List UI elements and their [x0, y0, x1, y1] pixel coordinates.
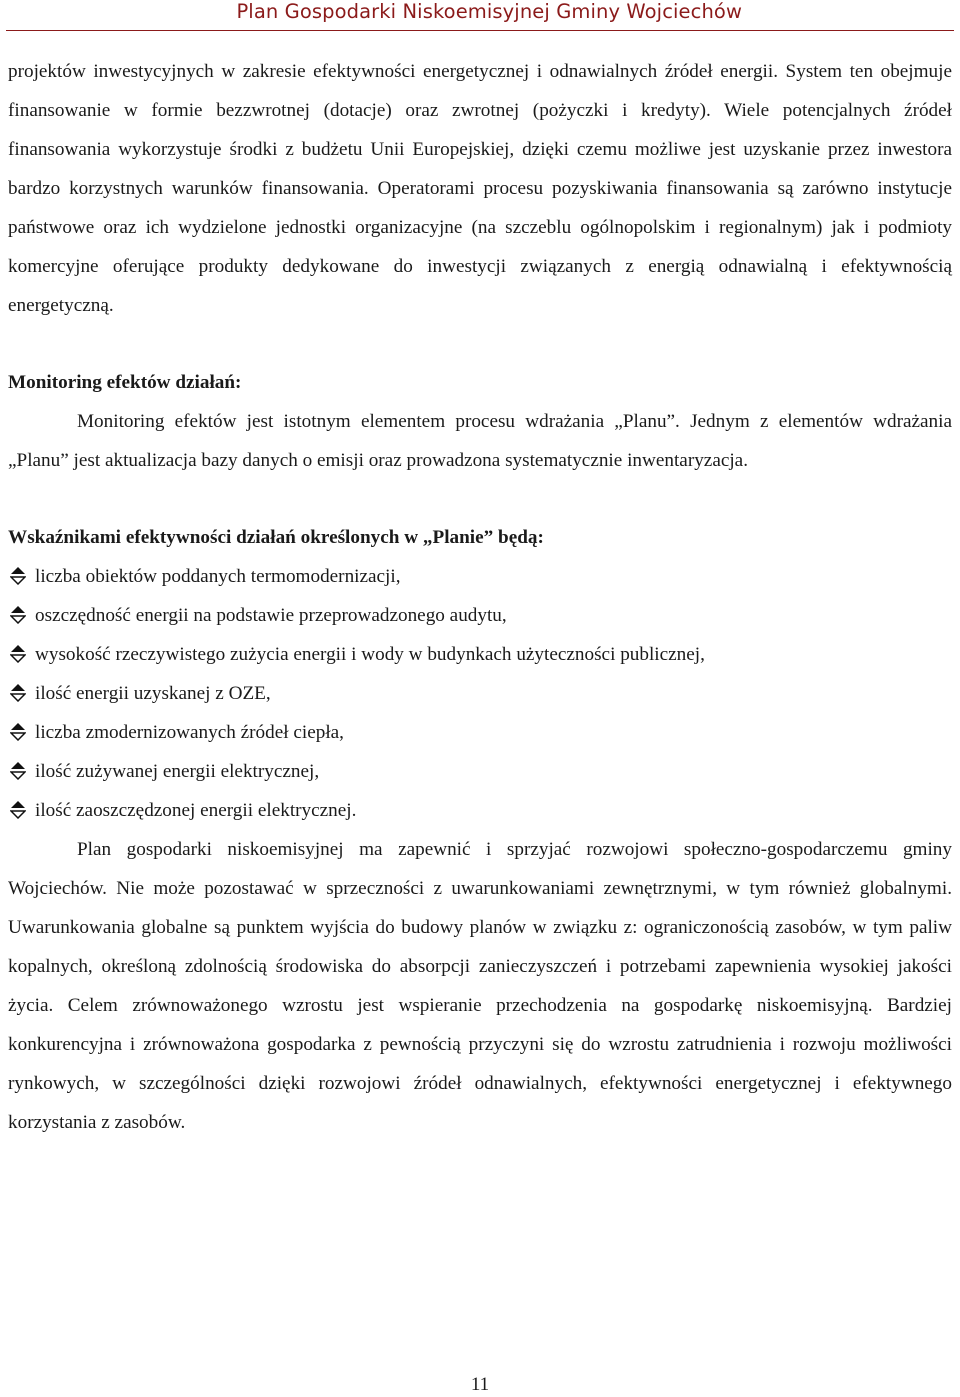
- list-item: [8, 791, 952, 830]
- indicator-text: liczba obiektów poddanych termomodernizacji,: [35, 566, 401, 587]
- up-down-arrow-bullet-icon: [10, 684, 26, 702]
- document-title: Plan Gospodarki Niskoemisyjnej Gminy Wojciechów: [236, 0, 742, 23]
- indicator-text: ilość zużywanej energii elektrycznej,: [35, 761, 320, 782]
- indicator-text: wysokość rzeczywistego zużycia energii i wody w budynkach użyteczności publicznej,: [35, 644, 705, 665]
- up-down-arrow-bullet-icon: [10, 801, 26, 819]
- page-content: [8, 52, 952, 1142]
- list-item: [8, 713, 952, 752]
- up-down-arrow-bullet-icon: [10, 762, 26, 780]
- indicators-heading: Wskaźnikami efektywności działań określonych w „Planie” będą:: [8, 527, 544, 548]
- monitoring-paragraph: Monitoring efektów jest istotnym elementem procesu wdrażania „Planu”. Jednym z elementów wdrażania „Planu” jest aktualizacja bazy danych o emisji oraz prowadzona systematycznie inwentaryzacja.: [8, 411, 952, 471]
- monitoring-heading: Monitoring efektów działań:: [8, 372, 242, 393]
- list-item: [8, 596, 952, 635]
- page-number: 11: [470, 1374, 490, 1395]
- header-divider: [6, 30, 954, 31]
- up-down-arrow-bullet-icon: [10, 567, 26, 585]
- list-item: [8, 557, 952, 596]
- up-down-arrow-bullet-icon: [10, 606, 26, 624]
- list-item: [8, 674, 952, 713]
- page-header: [0, 0, 960, 34]
- indicator-text: liczba zmodernizowanych źródeł ciepła,: [35, 722, 344, 743]
- indicator-text: ilość zaoszczędzonej energii elektrycznej.: [35, 800, 357, 821]
- indicator-text: oszczędność energii na podstawie przeprowadzonego audytu,: [35, 605, 507, 626]
- closing-paragraph: Plan gospodarki niskoemisyjnej ma zapewnić i sprzyjać rozwojowi społeczno-gospodarczemu gminy Wojciechów. Nie może pozostawać w sprzeczności z uwarunkowaniami zewnętrznymi, w tym również globalnymi. Uwarunkowania globalne są punktem wyjścia do budowy planów w związku z: ograniczonością zasobów, w tym paliw kopalnych, określoną zdolnością środowiska do absorpcji zanieczyszczeń i potrzebami zapewnienia wysokiej jakości życia. Celem zrównoważonego wzrostu jest wspieranie przechodzenia na gospodarkę niskoemisyjną. Bardziej konkurencyjna i zrównoważona gospodarka z pewnością przyczyni się do wzrostu zatrudnienia i rozwoju możliwości rynkowych, w szczególności dzięki rozwojowi źródeł odnawialnych, efektywności energetycznej i efektywnego korzystania z zasobów.: [8, 839, 952, 1133]
- indicators-list: [8, 557, 952, 830]
- list-item: [8, 752, 952, 791]
- list-item: [8, 635, 952, 674]
- indicator-text: ilość energii uzyskanej z OZE,: [35, 683, 271, 704]
- up-down-arrow-bullet-icon: [10, 645, 26, 663]
- spacer: [8, 480, 952, 518]
- financing-paragraph: projektów inwestycyjnych w zakresie efektywności energetycznej i odnawialnych źródeł energii. System ten obejmuje finansowanie w formie bezzwrotnej (dotacje) oraz zwrotnej (pożyczki i kredyty). Wiele potencjalnych źródeł finansowania wykorzystuje środki z budżetu Unii Europejskiej, dzięki czemu możliwe jest uzyskanie przez inwestora bardzo korzystnych warunków finansowania. Operatorami procesu pozyskiwania finansowania są zarówno instytucje państwowe oraz ich wydzielone jednostki organizacyjne (na szczeblu ogólnopolskim i regionalnym) jak i podmioty komercyjne oferujące produkty dedykowane do inwestycji związanych z energią odnawialną i efektywnością energetyczną.: [8, 61, 952, 316]
- spacer: [8, 325, 952, 363]
- up-down-arrow-bullet-icon: [10, 723, 26, 741]
